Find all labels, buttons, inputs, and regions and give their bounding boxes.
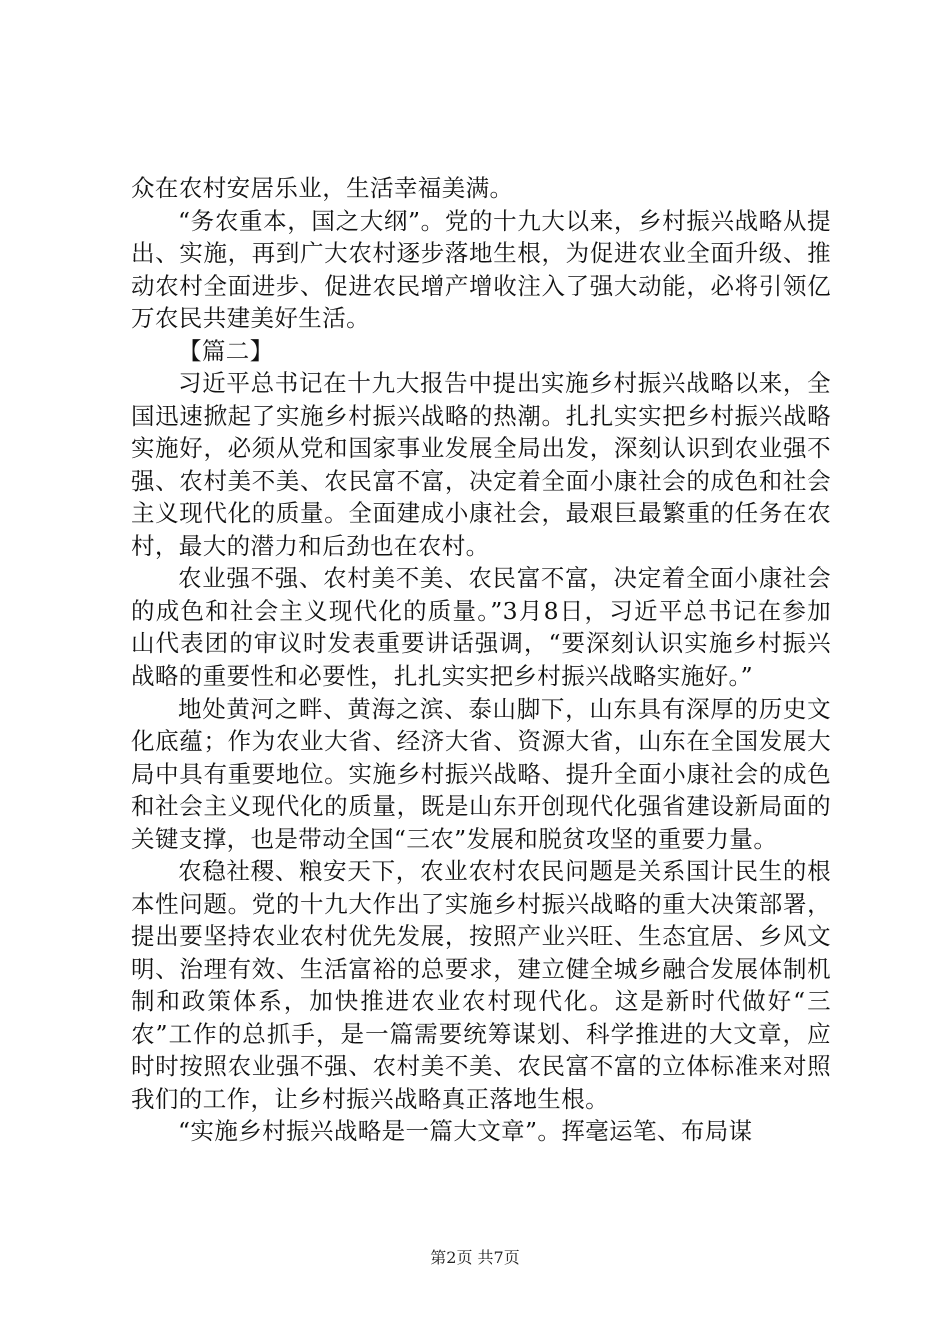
paragraph-nongwen: 农稳社稷、粮安天下，农业农村农民问题是关系国计民生的根本性问题。党的十九大作出了实施乡村振兴战略的重大决策部署，提出要坚持农业农村优先发展，按照产业兴旺、生态宜居、乡风文明、治理有效、生活富裕的总要求，建立健全城乡融合发展体制机制和政策体系，加快推进农业农村现代化。这是新时代做好“三农”工作的总抓手，是一篇需要统筹谋划、科学推进的大文章，应时时按照农业强不强、农村美不美、农民富不富的立体标准来对照我们的工作，让乡村振兴战略真正落地生根。 bbox=[131, 857, 831, 1113]
paragraph-xi-report: 习近平总书记在十九大报告中提出实施乡村振兴战略以来，全国迅速掀起了实施乡村振兴战略的热潮。扎扎实实把乡村振兴战略实施好，必须从党和国家事业发展全局出发，深刻认识到农业强不强、农村美不美、农民富不富，决定着全面小康社会的成色和社会主义现代化的质量。全面建成小康社会，最艰巨最繁重的任务在农村，最大的潜力和后劲也在农村。 bbox=[131, 369, 831, 560]
document-body bbox=[131, 172, 831, 1148]
paragraph-shandong: 地处黄河之畔、黄海之滨、泰山脚下，山东具有深厚的历史文化底蕴；作为农业大省、经济大省、资源大省，山东在全国发展大局中具有重要地位。实施乡村振兴战略、提升全面小康社会的成色和社会主义现代化的质量，既是山东开创现代化强省建设新局面的关键支撑，也是带动全国“三农”发展和脱贫攻坚的重要力量。 bbox=[131, 694, 831, 853]
paragraph-quality: 农业强不强、农村美不美、农民富不富，决定着全面小康社会的成色和社会主义现代化的质量。”3月8日，习近平总书记在参加山代表团的审议时发表重要讲话强调，“要深刻认识实施乡村振兴战略的重要性和必要性，扎扎实实把乡村振兴战略实施好。” bbox=[131, 564, 831, 690]
paragraph-continuation: 众在农村安居乐业，生活幸福美满。 bbox=[131, 174, 514, 202]
paragraph-wunong: “务农重本，国之大纲”。党的十九大以来，乡村振兴战略从提出、实施，再到广大农村逐步落地生根，为促进农业全面升级、推动农村全面进步、促进农民增产增收注入了强大动能，必将引领亿万农民共建美好生活。 bbox=[131, 206, 831, 333]
paragraph-big-article: “实施乡村振兴战略是一篇大文章”。挥毫运笔、布局谋 bbox=[178, 1117, 753, 1146]
section-heading-pian-er: 【篇二】 bbox=[178, 336, 274, 365]
page-footer: 第2页 共7页 bbox=[430, 1248, 520, 1267]
